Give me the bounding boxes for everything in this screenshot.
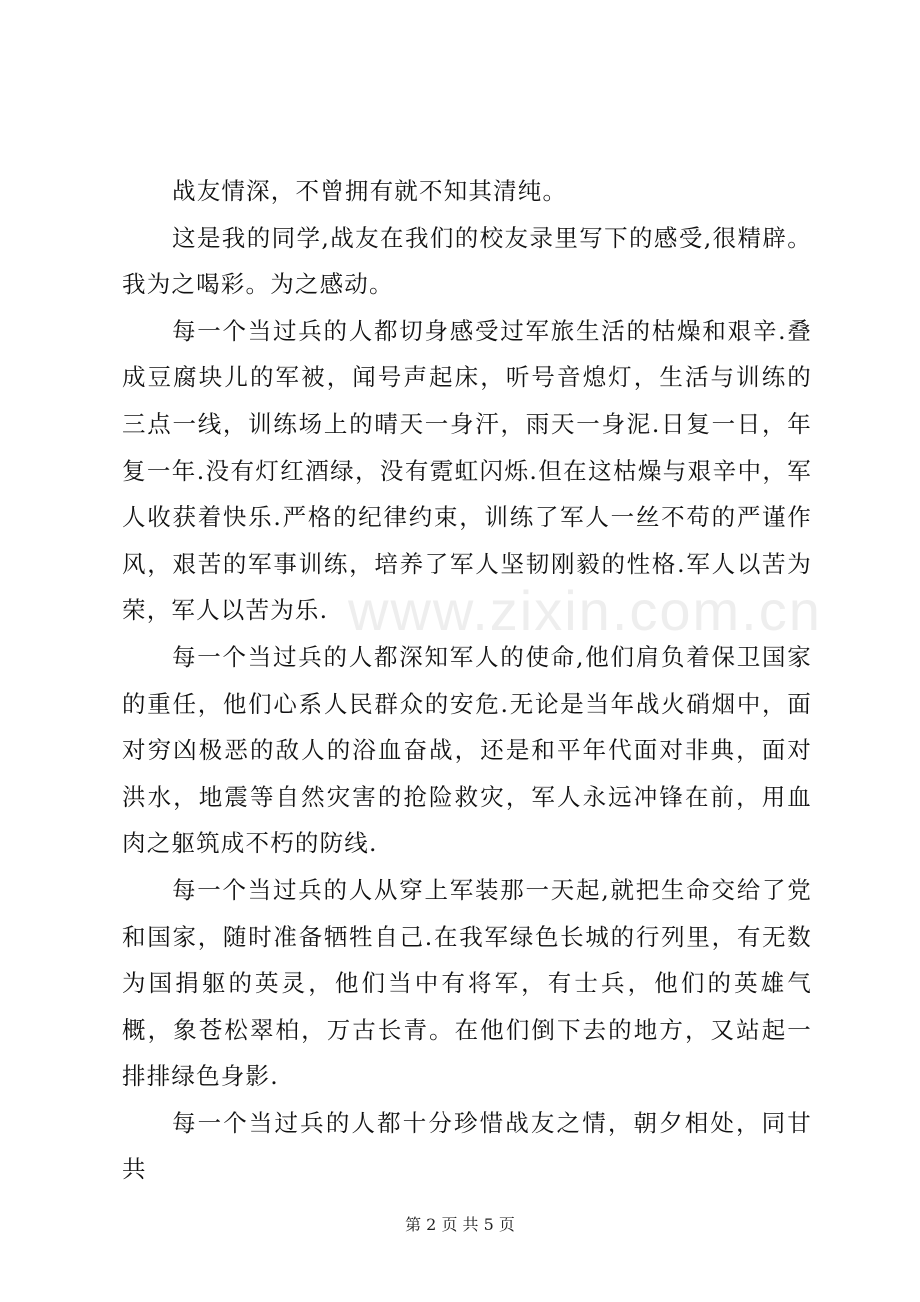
paragraph: 每一个当过兵的人都十分珍惜战友之情，朝夕相处，同甘共 (122, 1108, 812, 1184)
paragraph: 战友情深，不曾拥有就不知其清纯。 (172, 177, 568, 205)
paragraph: 这是我的同学,战友在我们的校友录里写下的感受,很精辟。我为之喝彩。为之感动。 (122, 223, 812, 299)
paragraph: 每一个当过兵的人从穿上军装那一天起,就把生命交给了党和国家，随时准备牺牲自己.在我军绿色长城的行列里，有无数为国捐躯的英灵，他们当中有将军，有士兵，他们的英雄气概，象苍松翠柏，万古长青。在他们倒下去的地方，又站起一排排绿色身影. (122, 875, 812, 1091)
body-text (122, 168, 812, 1193)
watermark: www.zixin.com.cn (348, 579, 822, 642)
paragraph: 每一个当过兵的人都切身感受过军旅生活的枯燥和艰辛.叠成豆腐块儿的军被，闻号声起床，听号音熄灯，生活与训练的三点一线，训练场上的晴天一身汗，雨天一身泥.日复一日，年复一年.没有灯红酒绿，没有霓虹闪烁.但在这枯燥与艰辛中，军人收获着快乐.严格的纪律约束，训练了军人一丝不苟的严谨作风，艰苦的军事训练，培养了军人坚韧刚毅的性格.军人以苦为荣，军人以苦为乐. (122, 316, 812, 625)
paragraph: 每一个当过兵的人都深知军人的使命,他们肩负着保卫国家的重任，他们心系人民群众的安危.无论是当年战火硝烟中，面对穷凶极恶的敌人的浴血奋战，还是和平年代面对非典，面对洪水，地震等自然灾害的抢险救灾，军人永远冲锋在前，用血肉之躯筑成不朽的防线. (122, 642, 812, 858)
page-footer: 第 2 页 共 5 页 (405, 1215, 515, 1234)
